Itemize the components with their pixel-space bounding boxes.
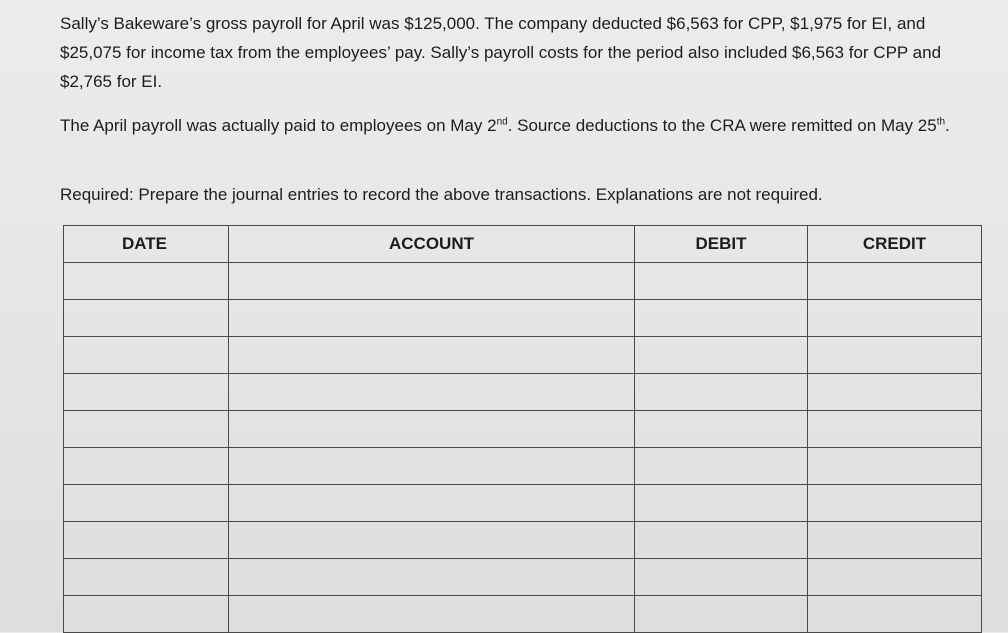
account-cell[interactable] bbox=[229, 263, 635, 300]
table-row bbox=[64, 522, 982, 559]
date-cell[interactable] bbox=[64, 411, 229, 448]
superscript-nd: nd bbox=[496, 116, 508, 128]
date-cell[interactable] bbox=[64, 448, 229, 485]
credit-cell[interactable] bbox=[808, 596, 982, 633]
account-cell[interactable] bbox=[229, 411, 635, 448]
date-cell[interactable] bbox=[64, 596, 229, 633]
credit-cell[interactable] bbox=[808, 374, 982, 411]
account-cell[interactable] bbox=[229, 559, 635, 596]
credit-cell[interactable] bbox=[808, 485, 982, 522]
table-row bbox=[64, 411, 982, 448]
table-row bbox=[64, 448, 982, 485]
debit-cell[interactable] bbox=[635, 337, 808, 374]
debit-cell[interactable] bbox=[635, 485, 808, 522]
date-cell[interactable] bbox=[64, 300, 229, 337]
credit-cell[interactable] bbox=[808, 300, 982, 337]
paragraph-2-text-b: . Source deductions to the CRA were remitted on May 25 bbox=[507, 116, 937, 135]
debit-cell[interactable] bbox=[635, 559, 808, 596]
superscript-th: th bbox=[936, 116, 946, 128]
table-row bbox=[64, 300, 982, 337]
debit-cell[interactable] bbox=[635, 374, 808, 411]
date-cell[interactable] bbox=[64, 522, 229, 559]
credit-cell[interactable] bbox=[808, 263, 982, 300]
table-row bbox=[64, 337, 982, 374]
credit-cell[interactable] bbox=[808, 337, 982, 374]
credit-cell[interactable] bbox=[808, 448, 982, 485]
table-row bbox=[64, 596, 982, 633]
header-credit: CREDIT bbox=[808, 226, 982, 263]
table-row bbox=[64, 263, 982, 300]
debit-cell[interactable] bbox=[635, 411, 808, 448]
paragraph-2-text-a: The April payroll was actually paid to employees on May 2 bbox=[60, 116, 497, 135]
required-instruction: Required: Prepare the journal entries to record the above transactions. Explanations are not required. bbox=[60, 185, 823, 204]
header-account: ACCOUNT bbox=[229, 226, 635, 263]
table-row bbox=[64, 559, 982, 596]
account-cell[interactable] bbox=[229, 596, 635, 633]
date-cell[interactable] bbox=[64, 374, 229, 411]
credit-cell[interactable] bbox=[808, 411, 982, 448]
account-cell[interactable] bbox=[229, 485, 635, 522]
journal-entry-table bbox=[63, 225, 982, 633]
problem-paragraph-2 bbox=[60, 111, 960, 140]
journal-body bbox=[64, 263, 982, 633]
debit-cell[interactable] bbox=[635, 300, 808, 337]
problem-paragraph-1: Sally’s Bakeware’s gross payroll for April was $125,000. The company deducted $6,563 for CPP, $1,975 for EI, and $25,075 for income tax from the employees’ pay. Sally’s payroll costs for the period also included $6,563 for CPP and $2,765 for EI. bbox=[60, 14, 942, 91]
debit-cell[interactable] bbox=[635, 448, 808, 485]
date-cell[interactable] bbox=[64, 263, 229, 300]
account-cell[interactable] bbox=[229, 522, 635, 559]
date-cell[interactable] bbox=[64, 337, 229, 374]
paragraph-2-text-c: . bbox=[945, 116, 950, 135]
date-cell[interactable] bbox=[64, 485, 229, 522]
header-debit: DEBIT bbox=[635, 226, 808, 263]
debit-cell[interactable] bbox=[635, 522, 808, 559]
credit-cell[interactable] bbox=[808, 559, 982, 596]
debit-cell[interactable] bbox=[635, 596, 808, 633]
table-header-row bbox=[64, 226, 982, 263]
debit-cell[interactable] bbox=[635, 263, 808, 300]
account-cell[interactable] bbox=[229, 337, 635, 374]
table-row bbox=[64, 485, 982, 522]
header-date: DATE bbox=[64, 226, 229, 263]
date-cell[interactable] bbox=[64, 559, 229, 596]
account-cell[interactable] bbox=[229, 374, 635, 411]
account-cell[interactable] bbox=[229, 448, 635, 485]
account-cell[interactable] bbox=[229, 300, 635, 337]
table-row bbox=[64, 374, 982, 411]
credit-cell[interactable] bbox=[808, 522, 982, 559]
